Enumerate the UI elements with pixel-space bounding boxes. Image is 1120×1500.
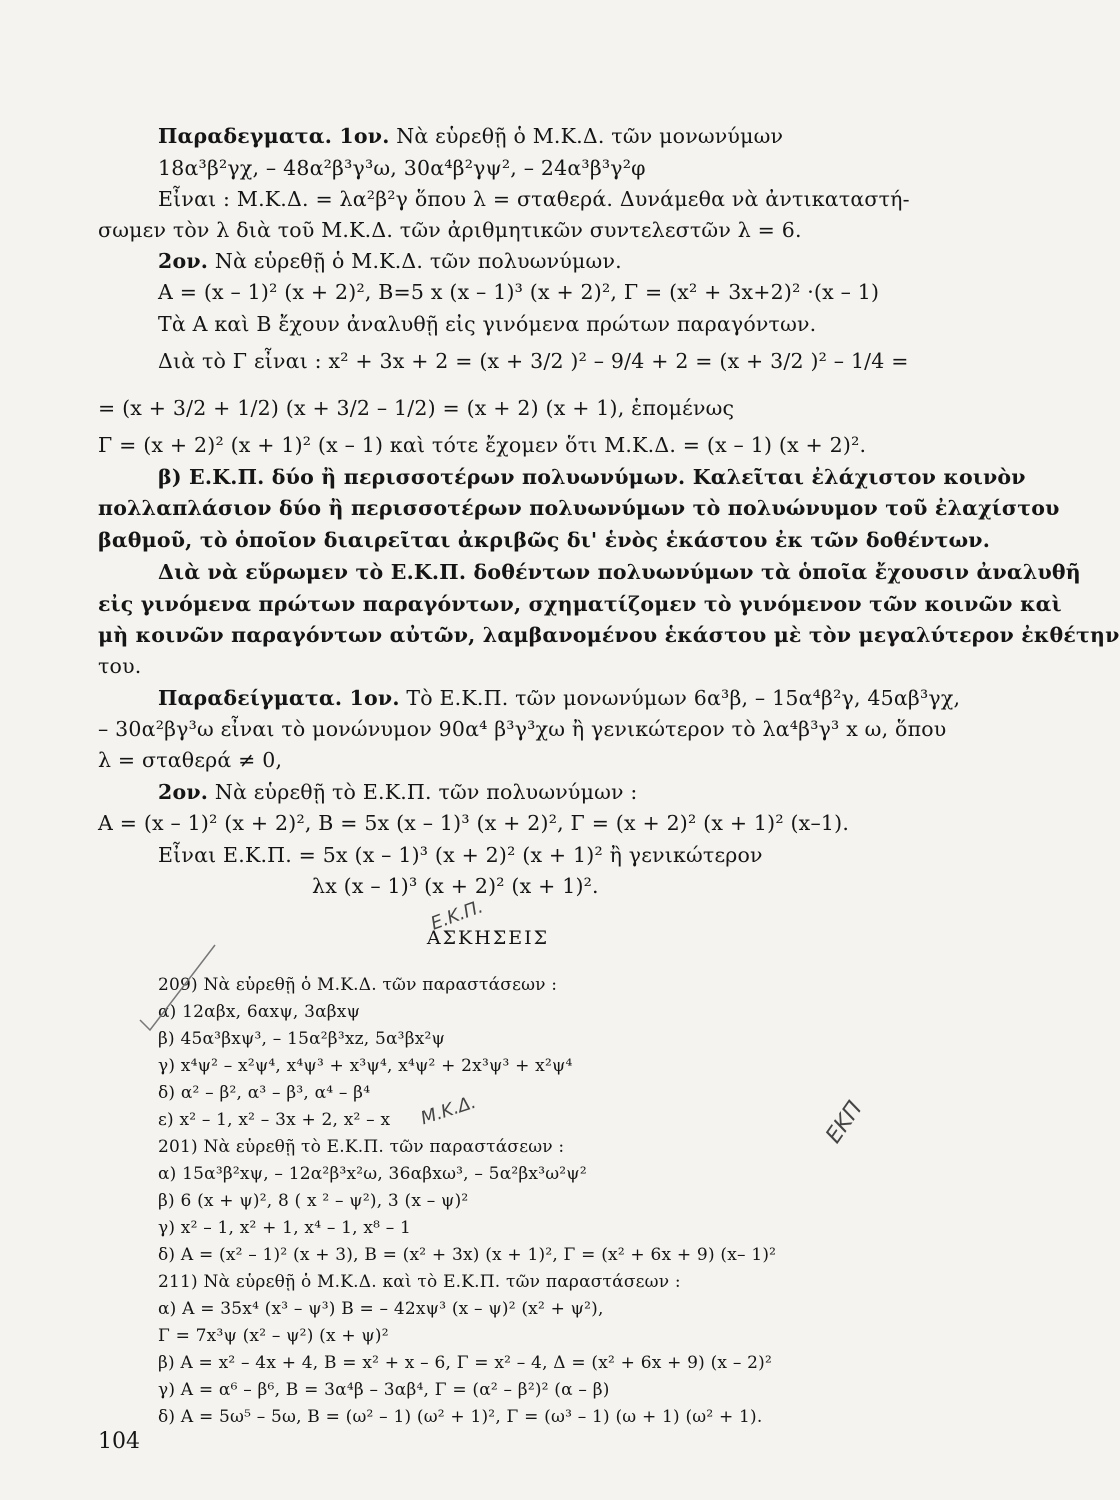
text-line: Γ = (x + 2)² (x + 1)² (x – 1) καὶ τότε ἔχομεν ὅτι Μ.Κ.Δ. = (x – 1) (x + 2)². [98, 433, 867, 457]
exercise-line: γ) x⁴ψ² – x²ψ⁴, x⁴ψ³ + x³ψ⁴, x⁴ψ² + 2x³ψ³ + x²ψ⁴ [158, 1056, 573, 1076]
exercise-line: β) 45α³βxψ³, – 15α²β³xz, 5α³βx²ψ [158, 1029, 446, 1049]
exercise-line: δ) α² – β², α³ – β³, α⁴ – β⁴ [158, 1083, 371, 1103]
exercise-line: Γ = 7x³ψ (x² – ψ²) (x + ψ)² [158, 1326, 389, 1346]
text-line: του. [98, 654, 142, 678]
text-line: 18α³β²γχ, – 48α²β³γ³ω, 30α⁴β²γψ², – 24α³β³γ²φ [158, 156, 646, 180]
example-heading-1: Παραδεγματα. 1ον. Νὰ εὑρεθῇ ὁ Μ.Κ.Δ. τῶν μονωνύμων [158, 124, 784, 148]
text-line: Τὰ Α καὶ Β ἔχουν ἀναλυθῇ εἰς γινόμενα πρώτων παραγόντων. [158, 312, 817, 336]
exercise-line: 201) Νὰ εὑρεθῇ τὸ Ε.Κ.Π. τῶν παραστάσεων : [158, 1137, 565, 1157]
text-line-2on-b: 2ον. Νὰ εὑρεθῇ τὸ Ε.Κ.Π. τῶν πολυωνύμων : [158, 780, 638, 804]
text-line: λx (x – 1)³ (x + 2)² (x + 1)². [312, 874, 599, 898]
exercise-line: β) 6 (x + ψ)², 8 ( x ² – ψ²), 3 (x – ψ)² [158, 1191, 469, 1211]
formula-line: Διὰ τὸ Γ εἶναι : x² + 3x + 2 = (x + 3/2 )² – 9/4 + 2 = (x + 3/2 )² – 1/4 = [158, 349, 909, 373]
text-line-2on: 2ον. Νὰ εὑρεθῇ ὁ Μ.Κ.Δ. τῶν πολυωνύμων. [158, 249, 622, 273]
exercise-line: δ) Α = 5ω⁵ – 5ω, Β = (ω² – 1) (ω² + 1)², Γ = (ω³ – 1) (ω + 1) (ω² + 1). [158, 1407, 763, 1427]
exercise-line: 209) Νὰ εὑρεθῇ ὁ Μ.Κ.Δ. τῶν παραστάσεων : [158, 975, 558, 995]
text-line: Α = (x – 1)² (x + 2)², Β = 5x (x – 1)³ (x + 2)², Γ = (x + 2)² (x + 1)² (x–1). [98, 811, 850, 835]
text-line: Α = (x – 1)² (x + 2)², Β=5 x (x – 1)³ (x + 2)², Γ = (x² + 3x+2)² ·(x – 1) [158, 280, 880, 304]
handwritten-note: ΕΚΠ [821, 1096, 868, 1149]
pencil-check-mark [130, 935, 220, 1035]
exercise-line: 211) Νὰ εὑρεθῇ ὁ Μ.Κ.Δ. καὶ τὸ Ε.Κ.Π. τῶν παραστάσεων : [158, 1272, 681, 1292]
text-line-bold: β) Ε.Κ.Π. δύο ἢ περισσοτέρων πολυωνύμων. Καλεῖται ἐλάχιστον κοινὸν [158, 465, 1026, 489]
page-number: 104 [98, 1429, 140, 1454]
formula-line: = (x + 3/2 + 1/2) (x + 3/2 – 1/2) = (x + 2) (x + 1), ἑπομένως [98, 396, 735, 420]
handwritten-note: Μ.Κ.Δ. [418, 1091, 479, 1130]
exercise-line: δ) Α = (x² – 1)² (x + 3), Β = (x² + 3x) (x + 1)², Γ = (x² + 6x + 9) (x– 1)² [158, 1245, 777, 1265]
text-line-bold: Διὰ νὰ εὕρωμεν τὸ Ε.Κ.Π. δοθέντων πολυωνύμων τὰ ὁποῖα ἔχουσιν ἀναλυθῆ [158, 560, 1081, 584]
text-line: – 30α²βγ³ω εἶναι τὸ μονώνυμον 90α⁴ β³γ³χω ἢ γενικώτερον τὸ λα⁴β³γ³ x ω, ὅπου [98, 717, 947, 741]
text-line-bold: μὴ κοινῶν παραγόντων αὐτῶν, λαμβανομένου ἑκάστου μὲ τὸν μεγαλύτερον ἐκθέτην [98, 623, 1120, 647]
line-0-rest: Νὰ εὑρεθῇ ὁ Μ.Κ.Δ. τῶν μονωνύμων [389, 124, 784, 148]
exercise-line: γ) x² – 1, x² + 1, x⁴ – 1, x⁸ – 1 [158, 1218, 412, 1238]
text-line: Εἶναι : Μ.Κ.Δ. = λα²β²γ ὅπου λ = σταθερά. Δυνάμεθα νὰ ἀντικαταστή- [158, 187, 910, 211]
example-heading-2: Παραδείγματα. 1ον. Τὸ Ε.Κ.Π. τῶν μονωνύμων 6α³β, – 15α⁴β²γ, 45αβ³γχ, [158, 686, 961, 710]
section-heading: ΑΣΚΗΣΕΙΣ [426, 927, 550, 949]
text-line: σωμεν τὸν λ διὰ τοῦ Μ.Κ.Δ. τῶν ἀριθμητικῶν συντελεστῶν λ = 6. [98, 218, 802, 242]
exercise-line: α) 15α³β²xψ, – 12α²β³x²ω, 36αβxω³, – 5α²βx³ω²ψ² [158, 1164, 587, 1184]
handwritten-note: Ε.Κ.Π. [428, 896, 486, 935]
exercise-line: β) Α = x² – 4x + 4, Β = x² + x – 6, Γ = x² – 4, Δ = (x² + 6x + 9) (x – 2)² [158, 1353, 772, 1373]
exercise-line: ε) x² – 1, x² – 3x + 2, x² – x [158, 1110, 391, 1130]
text-line: λ = σταθερά ≠ 0, [98, 748, 283, 772]
text-line-bold: πολλαπλάσιον δύο ἢ περισσοτέρων πολυωνύμων τὸ πολυώνυμον τοῦ ἐλαχίστου [98, 496, 1060, 520]
text-line: Εἶναι Ε.Κ.Π. = 5x (x – 1)³ (x + 2)² (x + 1)² ἢ γενικώτερον [158, 843, 763, 867]
exercise-line: γ) Α = α⁶ – β⁶, Β = 3α⁴β – 3αβ⁴, Γ = (α² – β²)² (α – β) [158, 1380, 610, 1400]
text-line-bold: εἰς γινόμενα πρώτων παραγόντων, σχηματίζομεν τὸ γινόμενον τῶν κοινῶν καὶ [98, 592, 1062, 616]
exercise-line: α) Α = 35x⁴ (x³ – ψ³) Β = – 42xψ³ (x – ψ)² (x² + ψ²), [158, 1299, 604, 1319]
text-line-bold: βαθμοῦ, τὸ ὁποῖον διαιρεῖται ἀκριβῶς δι' ἑνὸς ἑκάστου ἐκ τῶν δοθέντων. [98, 528, 991, 552]
exercise-line: α) 12αβx, 6αxψ, 3αβxψ [158, 1002, 361, 1022]
